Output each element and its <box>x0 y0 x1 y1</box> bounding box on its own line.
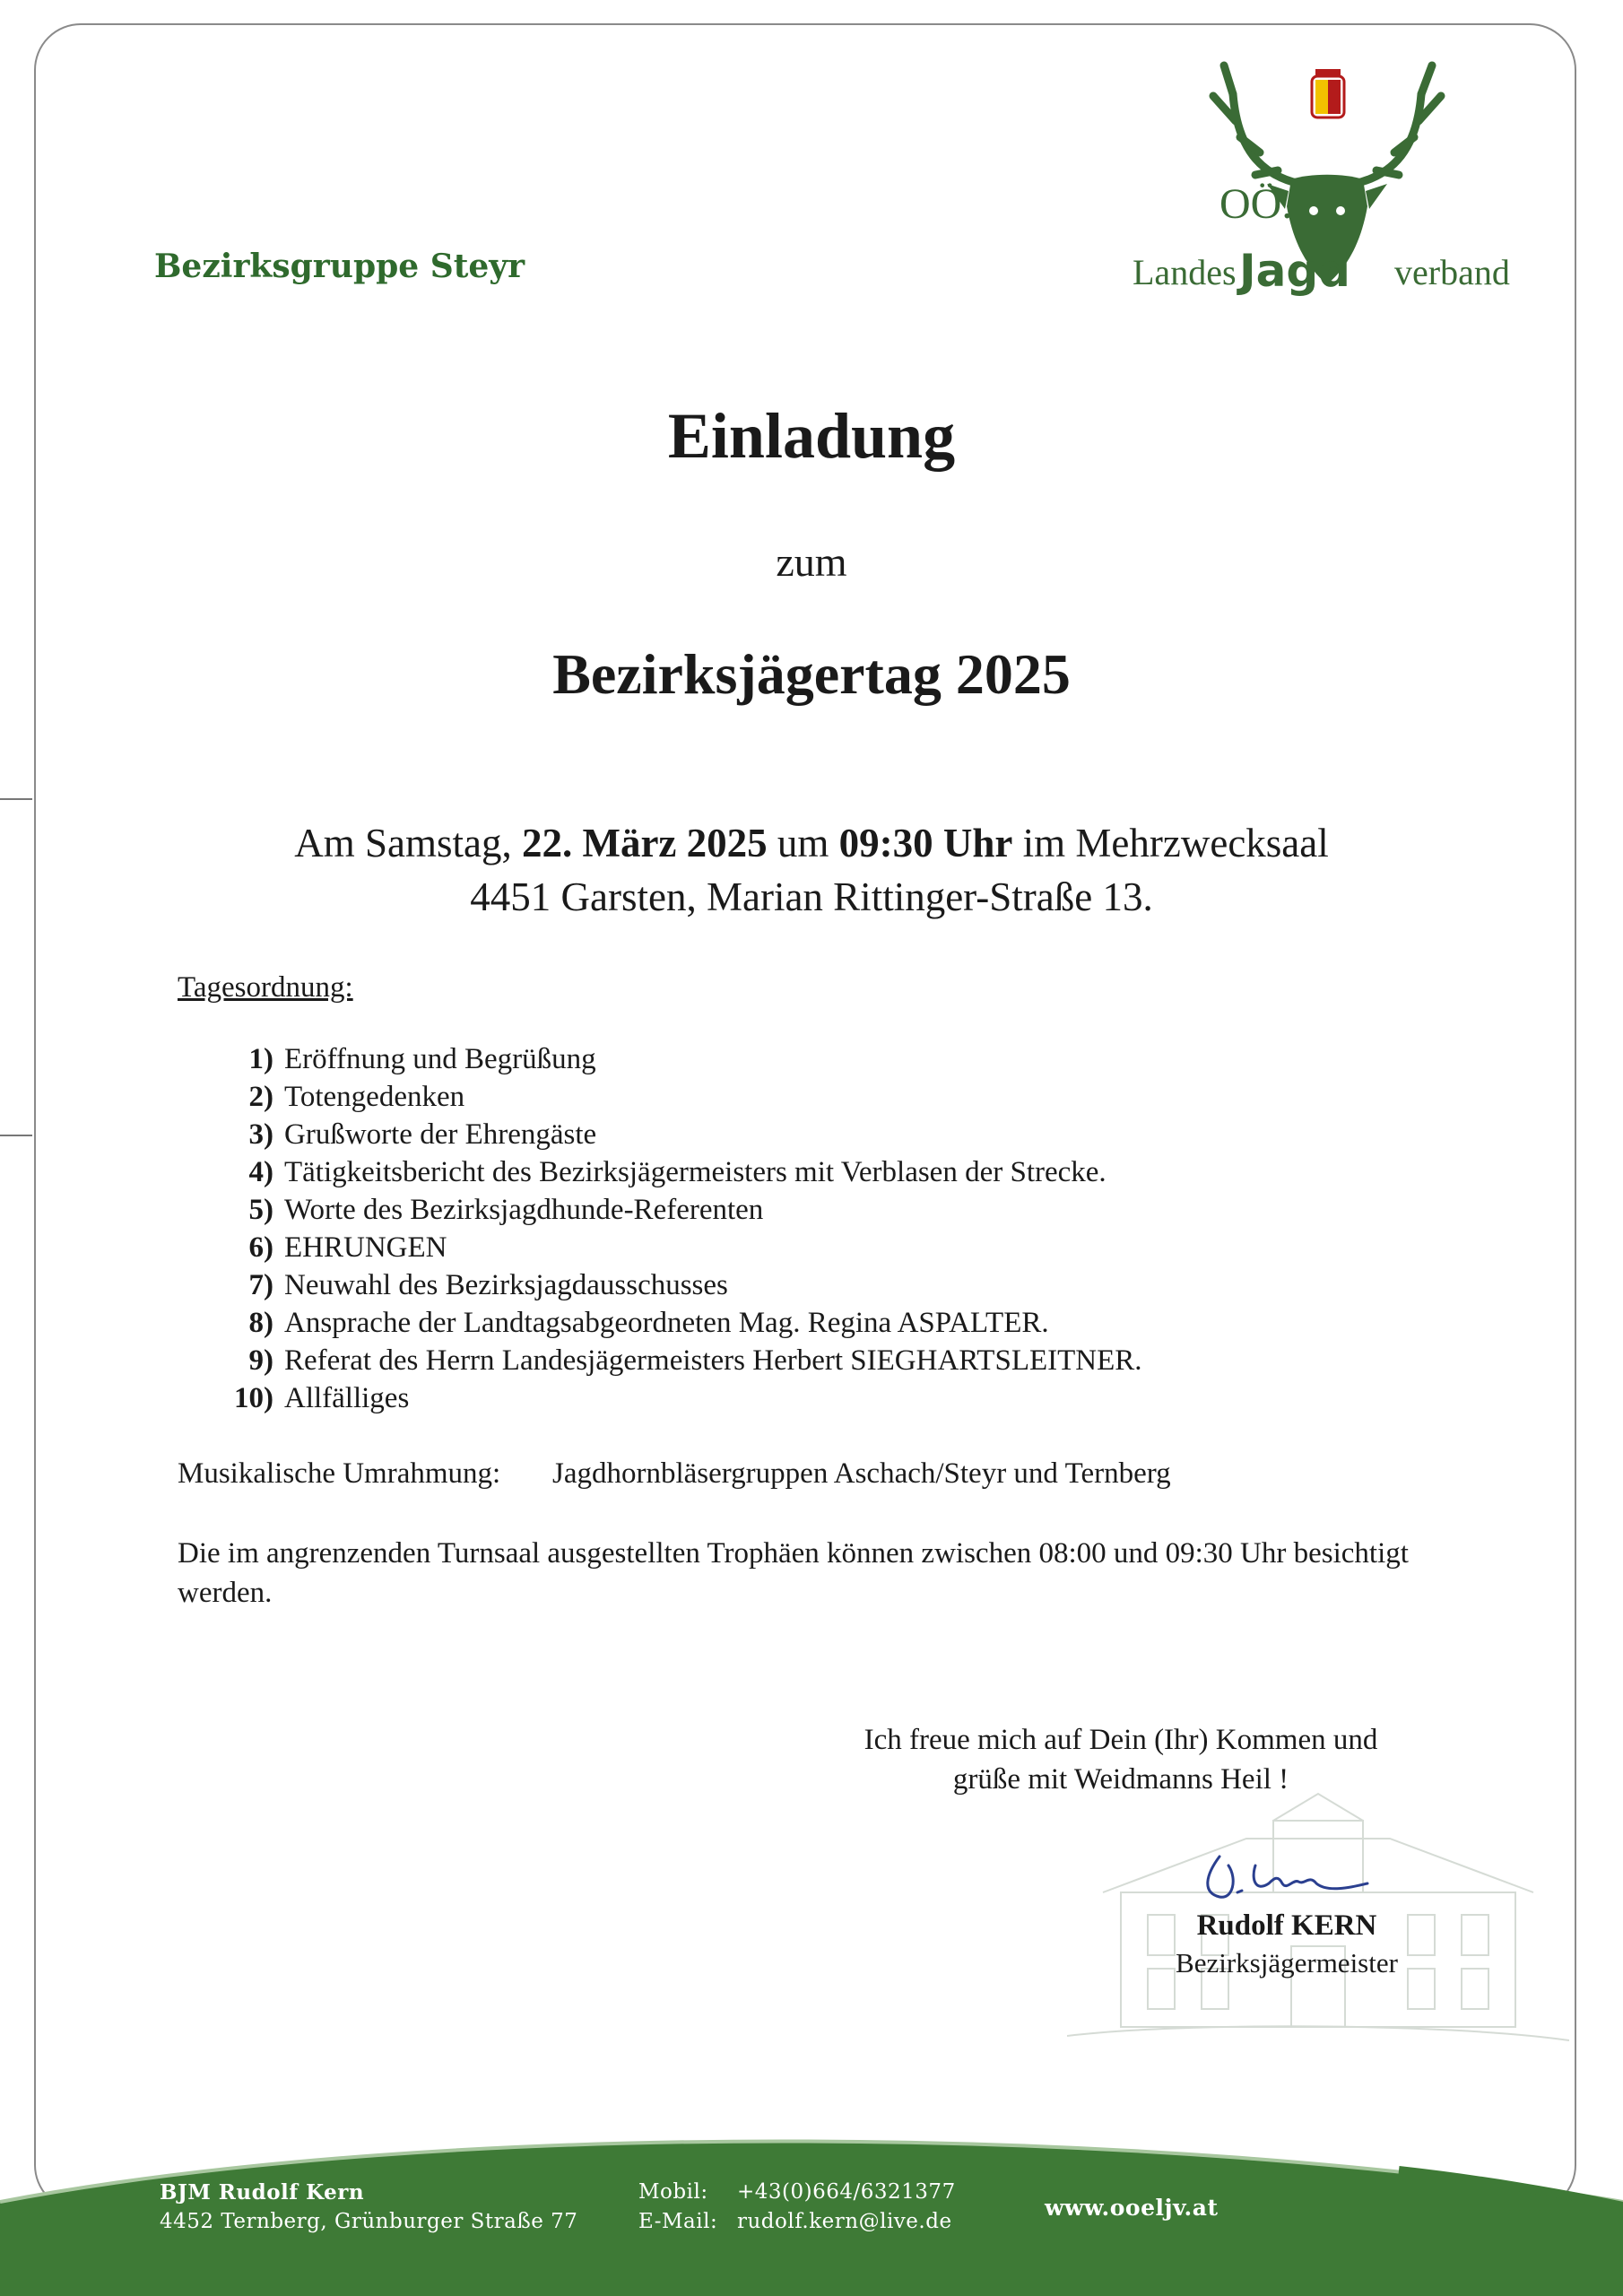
event-when-line <box>0 816 1623 870</box>
logo-left: Landes <box>1133 252 1237 292</box>
coat-of-arms-icon <box>1312 69 1344 117</box>
agenda-item <box>220 1266 1142 1304</box>
agenda-item <box>220 1116 1142 1153</box>
trophies-note: Die im angrenzenden Turnsaal ausgestellten Trophäen können zwischen 08:00 und 09:30 Uhr besichtigt werden. <box>178 1537 1409 1609</box>
title-connector: zum <box>776 539 847 585</box>
agenda-item <box>220 1342 1142 1379</box>
agenda-number: 1) <box>248 1043 273 1075</box>
agenda-number: 6) <box>248 1231 273 1264</box>
agenda-item <box>220 1078 1142 1116</box>
agenda-text: Worte des Bezirksjagdhunde-Referenten <box>284 1194 764 1226</box>
agenda-number: 5) <box>248 1194 273 1226</box>
fold-mark <box>0 798 32 800</box>
agenda-text: Referat des Herrn Landesjägermeisters Herbert SIEGHARTSLEITNER. <box>284 1344 1142 1377</box>
agenda-text: Totengedenken <box>284 1081 465 1113</box>
agenda-text: Allfälliges <box>284 1382 410 1414</box>
agenda-number: 4) <box>248 1156 273 1188</box>
music-line <box>178 1457 1171 1491</box>
event-name: Bezirksjägertag 2025 <box>552 642 1071 706</box>
event-date: 22. März 2025 <box>521 821 768 865</box>
agenda-text: Ansprache der Landtagsabgeordneten Mag. Regina ASPALTER. <box>284 1307 1049 1339</box>
agenda-item <box>220 1191 1142 1229</box>
footer-email[interactable]: rudolf.kern@live.de <box>737 2210 952 2233</box>
signer-block <box>1112 1906 1462 1981</box>
when-part: um <box>767 821 839 865</box>
agenda-number: 9) <box>248 1344 273 1377</box>
logo-top: OÖ. <box>1219 180 1293 228</box>
footer-email-label: E-Mail: <box>638 2210 718 2233</box>
agenda-heading: Tagesordnung: <box>178 971 353 1004</box>
signer-name: Rudolf KERN <box>1196 1909 1377 1942</box>
when-part: Am Samstag, <box>294 821 522 865</box>
footer-name: BJM Rudolf Kern <box>160 2180 365 2205</box>
footer-mobile-line <box>638 2178 956 2207</box>
agenda-item <box>220 1304 1142 1342</box>
footer-mobile-label: Mobil: <box>638 2180 708 2204</box>
agenda-item <box>220 1040 1142 1078</box>
agenda-item <box>220 1229 1142 1266</box>
footer-mobile: +43(0)664/6321377 <box>737 2180 956 2204</box>
agenda-text: Neuwahl des Bezirksjagdausschusses <box>284 1269 728 1301</box>
footer-address: 4452 Ternberg, Grünburger Straße 77 <box>160 2210 578 2233</box>
event-details <box>0 816 1623 924</box>
stag-head-icon <box>1125 49 1547 309</box>
logo-right: verband <box>1394 252 1510 292</box>
footer-contact <box>160 2178 577 2237</box>
footer-email-line <box>638 2207 956 2237</box>
agenda-number: 3) <box>248 1118 273 1151</box>
agenda-number: 7) <box>248 1269 273 1301</box>
closing-line: Ich freue mich auf Dein (Ihr) Kommen und <box>864 1724 1378 1756</box>
agenda-item <box>220 1153 1142 1191</box>
music-label: Musikalische Umrahmung: <box>178 1457 501 1490</box>
logo-middle: Jagd <box>1239 245 1350 297</box>
page-title: Einladung <box>667 400 956 472</box>
group-name: Bezirksgruppe Steyr <box>154 248 525 285</box>
agenda-item <box>220 1379 1142 1417</box>
event-address: 4451 Garsten, Marian Rittinger-Straße 13. <box>470 874 1153 919</box>
footer-website-link[interactable]: www.ooeljv.at <box>1045 2195 1219 2221</box>
agenda-text: Tätigkeitsbericht des Bezirksjägermeisters mit Verblasen der Strecke. <box>284 1156 1107 1188</box>
when-part: im Mehrzwecksaal <box>1012 821 1329 865</box>
agenda-number: 10) <box>234 1382 273 1414</box>
closing-line: grüße mit Weidmanns Heil ! <box>952 1763 1289 1796</box>
agenda-number: 2) <box>248 1081 273 1113</box>
agenda-text: Grußworte der Ehrengäste <box>284 1118 597 1151</box>
footer-reach <box>638 2178 956 2237</box>
agenda-list <box>220 1040 1142 1417</box>
agenda-text: Eröffnung und Begrüßung <box>284 1043 596 1075</box>
punch-mark <box>0 1135 32 1136</box>
signer-role: Bezirksjägermeister <box>1176 1947 1398 1979</box>
music-value: Jagdhornbläsergruppen Aschach/Steyr und Ternberg <box>552 1457 1171 1490</box>
event-time: 09:30 Uhr <box>838 821 1013 865</box>
agenda-number: 8) <box>248 1307 273 1339</box>
agenda-text: EHRUNGEN <box>284 1231 447 1264</box>
